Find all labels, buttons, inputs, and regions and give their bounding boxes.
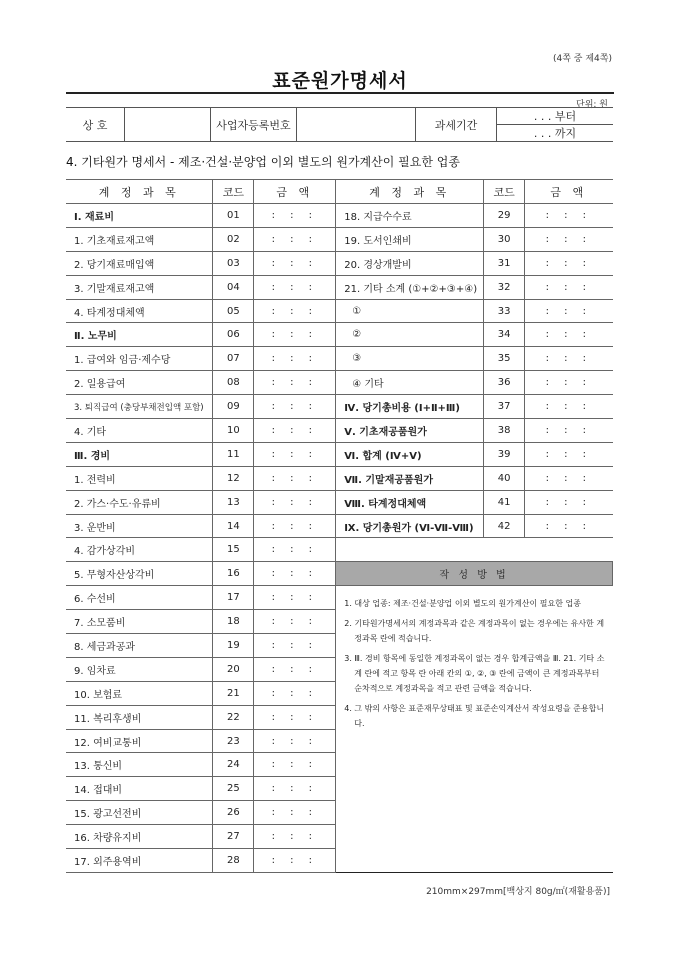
row-code: 24: [213, 753, 254, 777]
amount-field[interactable]: : : :: [254, 657, 336, 681]
row-label: 14. 접대비: [66, 777, 213, 801]
row-label: 6. 수선비: [66, 586, 213, 610]
row-code: 18: [213, 610, 254, 634]
row-label: 2. 일용급여: [66, 371, 213, 395]
row-code: 33: [484, 299, 525, 323]
table-row: [66, 251, 613, 275]
table-row: [66, 466, 613, 490]
page-number: (4쪽 중 제4쪽): [553, 54, 612, 64]
table-row: [66, 419, 613, 443]
row-label: 3. 운반비: [66, 514, 213, 538]
amount-field[interactable]: : : :: [254, 586, 336, 610]
row-code: 29: [484, 204, 525, 228]
amount-field[interactable]: : : :: [525, 419, 613, 443]
paper-spec-footer: 210mm×297mm[백상지 80g/㎡(재활용품)]: [426, 887, 610, 897]
amount-field[interactable]: : : :: [254, 371, 336, 395]
amount-field[interactable]: : : :: [254, 705, 336, 729]
row-code: 09: [213, 395, 254, 419]
row-code: 05: [213, 299, 254, 323]
row-label: 4. 타계정대체액: [66, 299, 213, 323]
table-row: [66, 538, 613, 562]
amount-field[interactable]: : : :: [525, 347, 613, 371]
header-table: [66, 107, 613, 142]
row-code: 25: [213, 777, 254, 801]
reg-no-label: 사업자등록번호: [211, 108, 297, 142]
amount-field[interactable]: : : :: [525, 490, 613, 514]
row-code: 04: [213, 275, 254, 299]
row-label: Ⅸ. 당기총원가 (Ⅵ-Ⅶ-Ⅷ): [336, 514, 484, 538]
row-code: 02: [213, 227, 254, 251]
table-row: [66, 347, 613, 371]
row-code: 03: [213, 251, 254, 275]
row-label: 20. 경상개발비: [336, 251, 484, 275]
col-amount-right: 금 액: [525, 180, 613, 204]
section-title: 4. 기타원가 명세서 - 제조·건설·분양업 이외 별도의 원가계산이 필요한 업종: [66, 155, 460, 169]
row-code: 01: [213, 204, 254, 228]
amount-field[interactable]: : : :: [525, 251, 613, 275]
instructions-body: [336, 586, 613, 873]
period-label: 과세기간: [416, 108, 497, 142]
row-label: Ⅳ. 당기총비용 (Ⅰ+Ⅱ+Ⅲ): [336, 395, 484, 419]
row-label: 11. 복리후생비: [66, 705, 213, 729]
row-code: 37: [484, 395, 525, 419]
amount-field[interactable]: : : :: [254, 801, 336, 825]
row-label: ②: [336, 323, 484, 347]
row-label: Ⅲ. 경비: [66, 442, 213, 466]
amount-field[interactable]: : : :: [525, 395, 613, 419]
row-code: 21: [213, 681, 254, 705]
amount-field[interactable]: : : :: [254, 442, 336, 466]
unit-label: 단위: 원: [576, 100, 608, 110]
amount-field[interactable]: : : :: [525, 204, 613, 228]
table-row: [66, 299, 613, 323]
cost-statement-table: [66, 179, 613, 873]
row-code: 16: [213, 562, 254, 586]
amount-field[interactable]: : : :: [254, 777, 336, 801]
row-label: ④ 기타: [336, 371, 484, 395]
row-code: 28: [213, 849, 254, 873]
row-label: Ⅴ. 기초재공품원가: [336, 419, 484, 443]
title-underline: [66, 92, 614, 94]
amount-field[interactable]: : : :: [254, 729, 336, 753]
row-code: 42: [484, 514, 525, 538]
row-label: Ⅷ. 타계정대체액: [336, 490, 484, 514]
row-label: 3. 퇴직급여 (충당부채전입액 포함): [66, 395, 213, 419]
amount-field[interactable]: : : :: [525, 466, 613, 490]
row-label: 17. 외주용역비: [66, 849, 213, 873]
row-code: 19: [213, 634, 254, 658]
row-code: 07: [213, 347, 254, 371]
row-code: 34: [484, 323, 525, 347]
col-account-right: 계 정 과 목: [336, 180, 484, 204]
col-code-left: 코드: [213, 180, 254, 204]
row-label: 19. 도서인쇄비: [336, 227, 484, 251]
row-code: 15: [213, 538, 254, 562]
row-label: 1. 전력비: [66, 466, 213, 490]
row-code: 36: [484, 371, 525, 395]
amount-field[interactable]: : : :: [254, 825, 336, 849]
blank-area: [336, 538, 613, 562]
row-code: 27: [213, 825, 254, 849]
row-label: 4. 감가상각비: [66, 538, 213, 562]
period-from[interactable]: . . . 부터: [497, 108, 614, 125]
instructions-title: 작 성 방 법: [336, 562, 613, 586]
row-label: 18. 지급수수료: [336, 204, 484, 228]
row-code: 08: [213, 371, 254, 395]
row-code: 32: [484, 275, 525, 299]
reg-no-field[interactable]: [297, 108, 416, 142]
amount-field[interactable]: : : :: [254, 251, 336, 275]
amount-field[interactable]: : : :: [254, 299, 336, 323]
row-label: 16. 차량유지비: [66, 825, 213, 849]
amount-field[interactable]: : : :: [254, 490, 336, 514]
row-code: 22: [213, 705, 254, 729]
row-code: 35: [484, 347, 525, 371]
amount-field[interactable]: : : :: [254, 227, 336, 251]
amount-field[interactable]: : : :: [525, 299, 613, 323]
row-code: 06: [213, 323, 254, 347]
row-label: 1. 급여와 임금·제수당: [66, 347, 213, 371]
row-code: 26: [213, 801, 254, 825]
amount-field[interactable]: : : :: [254, 419, 336, 443]
row-label: ③: [336, 347, 484, 371]
amount-field[interactable]: : : :: [525, 442, 613, 466]
row-label: 8. 세금과공과: [66, 634, 213, 658]
row-code: 14: [213, 514, 254, 538]
amount-field[interactable]: : : :: [254, 681, 336, 705]
amount-field[interactable]: : : :: [254, 634, 336, 658]
amount-field[interactable]: : : :: [525, 323, 613, 347]
row-label: Ⅵ. 합계 (Ⅳ+Ⅴ): [336, 442, 484, 466]
row-label: 2. 가스·수도·유류비: [66, 490, 213, 514]
amount-field[interactable]: : : :: [254, 849, 336, 873]
row-label: Ⅰ. 재료비: [66, 204, 213, 228]
row-code: 31: [484, 251, 525, 275]
table-row: [66, 371, 613, 395]
row-code: 40: [484, 466, 525, 490]
amount-field[interactable]: : : :: [525, 275, 613, 299]
row-code: 30: [484, 227, 525, 251]
row-label: 12. 여비교통비: [66, 729, 213, 753]
row-label: 15. 광고선전비: [66, 801, 213, 825]
row-code: 13: [213, 490, 254, 514]
row-code: 20: [213, 657, 254, 681]
table-row: [66, 323, 613, 347]
instruction-item: 1. 대상 업종: 제조·건설·분양업 이외 별도의 원가계산이 필요한 업종: [344, 599, 581, 609]
instruction-item: 4. 그 밖의 사항은 표준재무상태표 및 표준손익계산서 작성요령을 준용합니다.: [344, 704, 605, 729]
row-code: 10: [213, 419, 254, 443]
row-label: 9. 임차료: [66, 657, 213, 681]
amount-field[interactable]: : : :: [525, 371, 613, 395]
row-label: 10. 보험료: [66, 681, 213, 705]
amount-field[interactable]: : : :: [254, 562, 336, 586]
table-row: [66, 514, 613, 538]
table-row: [66, 227, 613, 251]
table-row: [66, 490, 613, 514]
table-row: [66, 442, 613, 466]
table-row: [66, 562, 613, 586]
row-label: 3. 기말재료재고액: [66, 275, 213, 299]
amount-field[interactable]: : : :: [254, 395, 336, 419]
row-code: 39: [484, 442, 525, 466]
instructions-list: [336, 586, 612, 731]
row-label: 5. 무형자산상각비: [66, 562, 213, 586]
amount-field[interactable]: : : :: [525, 514, 613, 538]
row-label: Ⅱ. 노무비: [66, 323, 213, 347]
row-code: 38: [484, 419, 525, 443]
amount-field[interactable]: : : :: [254, 538, 336, 562]
row-label: 1. 기초재료재고액: [66, 227, 213, 251]
amount-field[interactable]: : : :: [525, 227, 613, 251]
col-account-left: 계 정 과 목: [66, 180, 213, 204]
row-label: 2. 당기재료매입액: [66, 251, 213, 275]
row-code: 11: [213, 442, 254, 466]
amount-field[interactable]: : : :: [254, 753, 336, 777]
row-label: 7. 소모품비: [66, 610, 213, 634]
instruction-item: 2. 기타원가명세서의 계정과목과 같은 계정과목이 없는 경우에는 유사한 계정과목 란에 적습니다.: [344, 619, 605, 644]
row-code: 41: [484, 490, 525, 514]
column-header-row: [66, 180, 613, 204]
row-code: 23: [213, 729, 254, 753]
period-to[interactable]: . . . 까지: [497, 125, 614, 142]
row-label: 13. 통신비: [66, 753, 213, 777]
row-label: Ⅶ. 기말재공품원가: [336, 466, 484, 490]
table-row: [66, 275, 613, 299]
row-code: 17: [213, 586, 254, 610]
company-label: 상 호: [66, 108, 125, 142]
amount-field[interactable]: : : :: [254, 204, 336, 228]
row-label: ①: [336, 299, 484, 323]
row-code: 12: [213, 466, 254, 490]
table-row: [66, 204, 613, 228]
company-field[interactable]: [125, 108, 211, 142]
amount-field[interactable]: : : :: [254, 323, 336, 347]
row-label: 21. 기타 소계 (①+②+③+④): [336, 275, 484, 299]
table-row: [66, 395, 613, 419]
col-code-right: 코드: [484, 180, 525, 204]
table-row: [66, 586, 613, 610]
amount-field[interactable]: : : :: [254, 347, 336, 371]
row-label: 4. 기타: [66, 419, 213, 443]
amount-field[interactable]: : : :: [254, 610, 336, 634]
amount-field[interactable]: : : :: [254, 514, 336, 538]
instruction-item: 3. Ⅲ. 경비 항목에 동일한 계정과목이 없는 경우 합계금액을 Ⅲ. 21. 기타 소계 란에 적고 항목 란 아래 칸의 ①, ②, ③ 란에 금액이 큰 계정과목부터 순차적으로 계정과목을 적고 관련 금액을 적습니다.: [344, 654, 605, 694]
col-amount-left: 금 액: [254, 180, 336, 204]
document-title: 표준원가명세서: [272, 70, 408, 92]
amount-field[interactable]: : : :: [254, 466, 336, 490]
amount-field[interactable]: : : :: [254, 275, 336, 299]
